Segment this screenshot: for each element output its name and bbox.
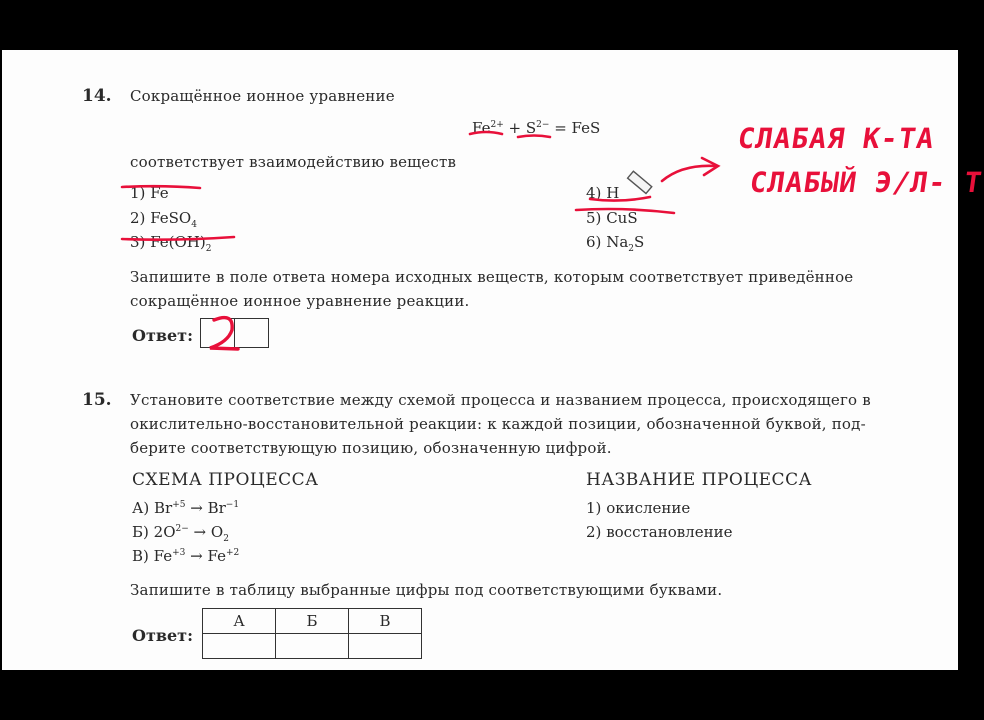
answer-cell[interactable]	[235, 319, 268, 347]
handwritten-note-1: СЛАБАЯ К-ТА	[735, 122, 937, 155]
process-1	[586, 499, 690, 517]
q14-equation	[472, 119, 600, 137]
pencil-icon	[628, 171, 652, 193]
process-label: 2)	[586, 523, 602, 541]
scheme-from-charge: +5	[172, 500, 186, 510]
scheme-a	[132, 499, 239, 517]
process-text: восстановление	[606, 523, 733, 541]
eq-s: S	[525, 119, 537, 137]
process-2	[586, 523, 732, 541]
q14-number: 14.	[82, 86, 112, 106]
answer-cell-a[interactable]	[203, 634, 276, 659]
table-header-c: В	[349, 609, 422, 634]
arrow-head	[702, 158, 718, 175]
option-formula-tail: S	[634, 233, 645, 251]
scheme-label: А)	[132, 499, 150, 517]
scheme-from-charge: +3	[172, 548, 186, 558]
arrow-icon: →	[185, 547, 208, 565]
scheme-to-charge: −1	[225, 500, 240, 510]
q14-option-2	[130, 209, 197, 230]
q14-corresponds: соответствует взаимодействию веществ	[130, 153, 457, 171]
scheme-from: Fe	[153, 547, 173, 565]
scheme-label: Б)	[132, 523, 149, 541]
q15-number: 15.	[82, 390, 112, 410]
table-header-row	[203, 609, 422, 634]
option-formula: H	[606, 184, 620, 202]
scheme-label: В)	[132, 547, 149, 565]
option-formula: FeSO	[150, 209, 192, 227]
q14-option-6	[586, 233, 644, 254]
option-formula: Fe	[150, 184, 169, 202]
q15-line-1: Установите соответствие между схемой процесса и названием процесса, происходящего в	[130, 391, 871, 409]
scheme-c	[132, 547, 239, 565]
option-label: 3)	[130, 233, 146, 251]
process-heading: НАЗВАНИЕ ПРОЦЕССА	[586, 470, 812, 490]
arrow-shaft	[662, 166, 716, 181]
option-label: 6)	[586, 233, 602, 251]
option-label: 1)	[130, 184, 146, 202]
option-label: 5)	[586, 209, 602, 227]
q14-option-1	[130, 184, 169, 202]
scheme-to: Fe	[207, 547, 226, 565]
option-label: 2)	[130, 209, 146, 227]
table-header-a: А	[203, 609, 276, 634]
process-label: 1)	[586, 499, 602, 517]
scheme-b	[132, 523, 229, 544]
q14-option-3	[130, 233, 211, 254]
scheme-to-charge: +2	[225, 548, 240, 558]
q14-instruction-1: Запишите в поле ответа номера исходных веществ, которым соответствует приведённое	[130, 268, 854, 286]
table-header-b: Б	[276, 609, 349, 634]
q14-answer-label: Ответ:	[132, 326, 193, 345]
q14-prompt: Сокращённое ионное уравнение	[130, 87, 395, 105]
scheme-from-charge: 2−	[175, 524, 189, 534]
eq-fe: Fe	[472, 119, 491, 137]
answer-cell-c[interactable]	[349, 634, 422, 659]
q15-answer-label: Ответ:	[132, 626, 193, 645]
option-subscript: 4	[191, 220, 197, 230]
option-label: 4)	[586, 184, 602, 202]
eq-fe-charge: 2+	[490, 120, 504, 130]
q14-option-5	[586, 209, 638, 227]
scheme-from: 2O	[153, 523, 176, 541]
option-formula: Na	[606, 233, 629, 251]
eq-plus: +	[503, 119, 526, 137]
option-formula: Fe(OH)	[150, 233, 206, 251]
table-answer-row	[203, 634, 422, 659]
q15-line-3: берите соответствующую позицию, обозначенную цифрой.	[130, 439, 612, 457]
scheme-from: Br	[154, 499, 173, 517]
scheme-to: O	[210, 523, 224, 541]
eq-rest: = FeS	[549, 119, 601, 137]
process-text: окисление	[606, 499, 691, 517]
answer-cell-b[interactable]	[276, 634, 349, 659]
q14-option-4	[586, 184, 619, 202]
worksheet-page	[2, 50, 984, 670]
q15-table-instruction: Запишите в таблицу выбранные цифры под соответствующими буквами.	[130, 581, 723, 599]
eq-s-charge: 2−	[536, 120, 550, 130]
arrow-icon: →	[185, 499, 208, 517]
arrow-icon: →	[188, 523, 211, 541]
q15-answer-table	[202, 608, 422, 659]
scheme-to: Br	[207, 499, 226, 517]
q15-line-2: окислительно-восстановительной реакции: к каждой позиции, обозначенной буквой, под-	[130, 415, 866, 433]
q14-instruction-2: сокращённое ионное уравнение реакции.	[130, 292, 470, 310]
scheme-to-subscript: 2	[223, 534, 229, 544]
option-subscript: 2	[628, 244, 634, 254]
option-formula: CuS	[606, 209, 638, 227]
handwritten-note-2: СЛАБЫЙ Э/Л- Т	[747, 166, 984, 199]
scheme-heading: СХЕМА ПРОЦЕССА	[132, 470, 319, 490]
option-subscript: 2	[205, 244, 212, 254]
